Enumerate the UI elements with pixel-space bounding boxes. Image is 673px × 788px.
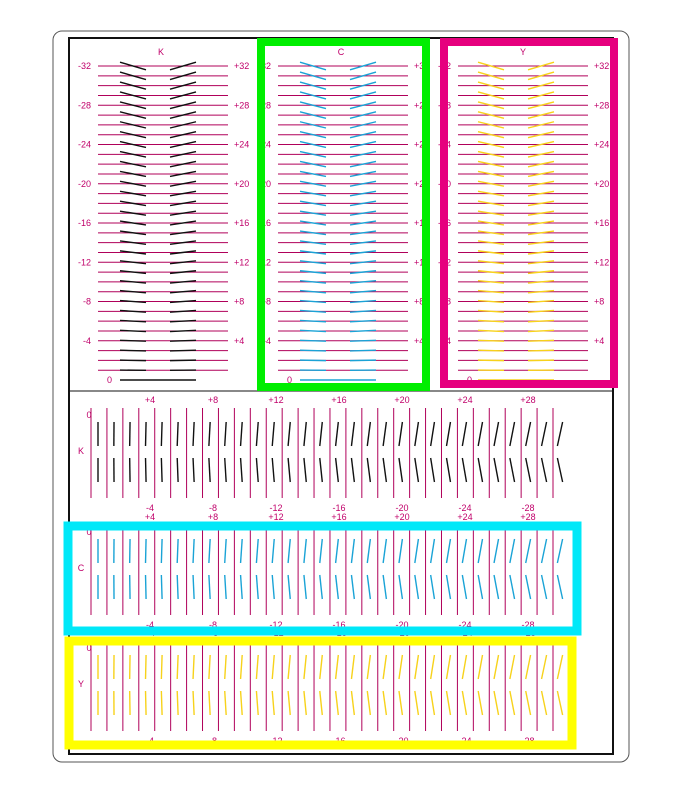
ink-segment bbox=[177, 691, 178, 715]
tick-label: -4 bbox=[145, 736, 155, 746]
tick-label: -12 bbox=[269, 503, 283, 513]
tick-label: +16 bbox=[594, 218, 610, 228]
tick-label: -20 bbox=[395, 503, 409, 513]
tick-label: +24 bbox=[457, 628, 473, 638]
ink-segment bbox=[161, 422, 162, 446]
tick-label: -4 bbox=[82, 335, 91, 346]
tick-label: -4 bbox=[145, 620, 155, 630]
ink-segment bbox=[170, 350, 196, 351]
ink-segment bbox=[177, 539, 178, 563]
tick-label: +20 bbox=[394, 512, 410, 522]
tick-label: -32 bbox=[257, 61, 271, 71]
tick-label: +8 bbox=[594, 296, 605, 307]
ink-segment bbox=[177, 575, 178, 599]
pattern-row bbox=[458, 350, 588, 351]
tick-label: +4 bbox=[594, 335, 605, 346]
tick-label: -8 bbox=[82, 296, 91, 307]
tick-label: +16 bbox=[331, 628, 347, 638]
tick-label: +4 bbox=[414, 335, 425, 346]
ink-segment bbox=[161, 655, 162, 679]
tick-label: -16 bbox=[437, 218, 451, 228]
tick-label: +32 bbox=[594, 61, 610, 71]
tick-label: +4 bbox=[144, 628, 156, 638]
tick-label: -28 bbox=[521, 736, 535, 746]
tick-label: -20 bbox=[437, 178, 451, 189]
tick-label: -4 bbox=[145, 503, 155, 513]
ink-segment bbox=[146, 575, 147, 599]
ink-segment bbox=[478, 340, 504, 341]
tick-label: -8 bbox=[442, 296, 451, 307]
tick-label: +20 bbox=[234, 178, 250, 189]
ink-segment bbox=[161, 691, 162, 715]
tick-label: -24 bbox=[437, 139, 451, 150]
ink-segment bbox=[146, 691, 147, 715]
ink-segment bbox=[120, 340, 146, 341]
channel-label: K bbox=[77, 446, 85, 456]
ink-segment bbox=[528, 350, 554, 351]
channel-label: C bbox=[337, 47, 345, 57]
ink-segment bbox=[120, 350, 146, 351]
pattern-row bbox=[458, 330, 588, 331]
zero-label: 0 bbox=[86, 527, 92, 537]
tick-label: -8 bbox=[208, 736, 218, 746]
tick-label: +12 bbox=[268, 628, 284, 638]
tick-label: +4 bbox=[144, 395, 156, 405]
tick-label: +8 bbox=[207, 395, 219, 405]
tick-label: +8 bbox=[234, 296, 245, 307]
tick-label: -32 bbox=[437, 61, 451, 71]
tick-label: +12 bbox=[268, 395, 284, 405]
tick-label: +4 bbox=[234, 335, 245, 346]
channel-label: Y bbox=[77, 679, 85, 689]
tick-label: +12 bbox=[268, 512, 284, 522]
tick-label: +4 bbox=[144, 512, 156, 522]
tick-label: -16 bbox=[257, 218, 271, 228]
ink-segment bbox=[170, 340, 196, 341]
tick-label: -12 bbox=[269, 620, 283, 630]
pattern-row bbox=[278, 340, 408, 341]
tick-label: -16 bbox=[332, 620, 346, 630]
tick-label: +12 bbox=[414, 257, 430, 268]
tick-label: +24 bbox=[414, 139, 430, 150]
tick-label: +8 bbox=[414, 296, 425, 307]
tick-label: +28 bbox=[594, 100, 610, 111]
tick-label: -8 bbox=[208, 503, 218, 513]
tick-label: -24 bbox=[458, 503, 472, 513]
ink-segment bbox=[146, 539, 147, 563]
tick-label: -28 bbox=[521, 503, 535, 513]
tick-label: -28 bbox=[77, 100, 91, 111]
channel-label: Y bbox=[519, 47, 527, 57]
ink-segment bbox=[161, 539, 162, 563]
tick-label: -28 bbox=[257, 100, 271, 111]
tick-label: 0 bbox=[466, 375, 472, 385]
tick-label: -20 bbox=[77, 178, 91, 189]
tick-label: +20 bbox=[394, 628, 410, 638]
tick-label: +20 bbox=[594, 178, 610, 189]
tick-label: -16 bbox=[332, 736, 346, 746]
pattern-row bbox=[98, 340, 228, 341]
tick-label: -24 bbox=[458, 620, 472, 630]
tick-label: +28 bbox=[234, 100, 250, 111]
tick-label: -28 bbox=[521, 620, 535, 630]
tick-label: +8 bbox=[207, 512, 219, 522]
tick-label: +28 bbox=[520, 512, 536, 522]
tick-label: +12 bbox=[594, 257, 610, 268]
tick-label: +24 bbox=[457, 512, 473, 522]
tick-label: -16 bbox=[77, 218, 91, 228]
ink-segment bbox=[478, 350, 504, 351]
ink-segment bbox=[177, 458, 178, 482]
ink-segment bbox=[300, 350, 326, 351]
ink-segment bbox=[146, 422, 147, 446]
tick-label: +20 bbox=[414, 178, 430, 189]
tick-label: -32 bbox=[77, 61, 91, 71]
tick-label: +16 bbox=[234, 218, 250, 228]
tick-label: +28 bbox=[520, 628, 536, 638]
tick-label: +24 bbox=[457, 395, 473, 405]
ink-segment bbox=[161, 575, 162, 599]
tick-label: -28 bbox=[437, 100, 451, 111]
tick-label: +16 bbox=[331, 395, 347, 405]
tick-label: -4 bbox=[262, 335, 271, 346]
ink-segment bbox=[161, 458, 162, 482]
ink-segment bbox=[177, 422, 178, 446]
ink-segment bbox=[528, 340, 554, 341]
tick-label: +8 bbox=[207, 628, 219, 638]
tick-label: +28 bbox=[414, 100, 430, 111]
tick-label: -24 bbox=[458, 736, 472, 746]
ink-segment bbox=[350, 340, 376, 341]
tick-label: -16 bbox=[332, 503, 346, 513]
tick-label: -12 bbox=[257, 257, 271, 268]
channel-label: C bbox=[77, 563, 85, 573]
tick-label: -4 bbox=[442, 335, 451, 346]
channel-label: K bbox=[157, 47, 165, 57]
ink-segment bbox=[350, 350, 376, 351]
zero-label: 0 bbox=[86, 410, 92, 420]
tick-label: -12 bbox=[269, 736, 283, 746]
tick-label: +32 bbox=[234, 61, 250, 71]
pattern-row bbox=[458, 340, 588, 341]
ink-segment bbox=[177, 655, 178, 679]
tick-label: -20 bbox=[395, 620, 409, 630]
tick-label: -20 bbox=[257, 178, 271, 189]
tick-label: +16 bbox=[331, 512, 347, 522]
tick-label: +16 bbox=[414, 218, 430, 228]
tick-label: -12 bbox=[77, 257, 91, 268]
tick-label: +24 bbox=[234, 139, 250, 150]
tick-label: -8 bbox=[208, 620, 218, 630]
tick-label: -8 bbox=[262, 296, 271, 307]
tick-label: +20 bbox=[394, 395, 410, 405]
ink-segment bbox=[146, 458, 147, 482]
ink-segment bbox=[300, 340, 326, 341]
tick-label: +32 bbox=[414, 61, 430, 71]
pattern-row bbox=[98, 330, 228, 331]
pattern-row bbox=[278, 350, 408, 351]
tick-label: +12 bbox=[234, 257, 250, 268]
tick-label: +28 bbox=[520, 395, 536, 405]
tick-label: 0 bbox=[286, 375, 292, 385]
tick-label: -24 bbox=[77, 139, 91, 150]
tick-label: -24 bbox=[257, 139, 271, 150]
pattern-row bbox=[98, 350, 228, 351]
pattern-row bbox=[278, 330, 408, 331]
ink-segment bbox=[146, 655, 147, 679]
tick-label: +24 bbox=[594, 139, 610, 150]
tick-label: -20 bbox=[395, 736, 409, 746]
zero-label: 0 bbox=[86, 643, 92, 653]
tick-label: 0 bbox=[106, 375, 112, 385]
tick-label: -12 bbox=[437, 257, 451, 268]
